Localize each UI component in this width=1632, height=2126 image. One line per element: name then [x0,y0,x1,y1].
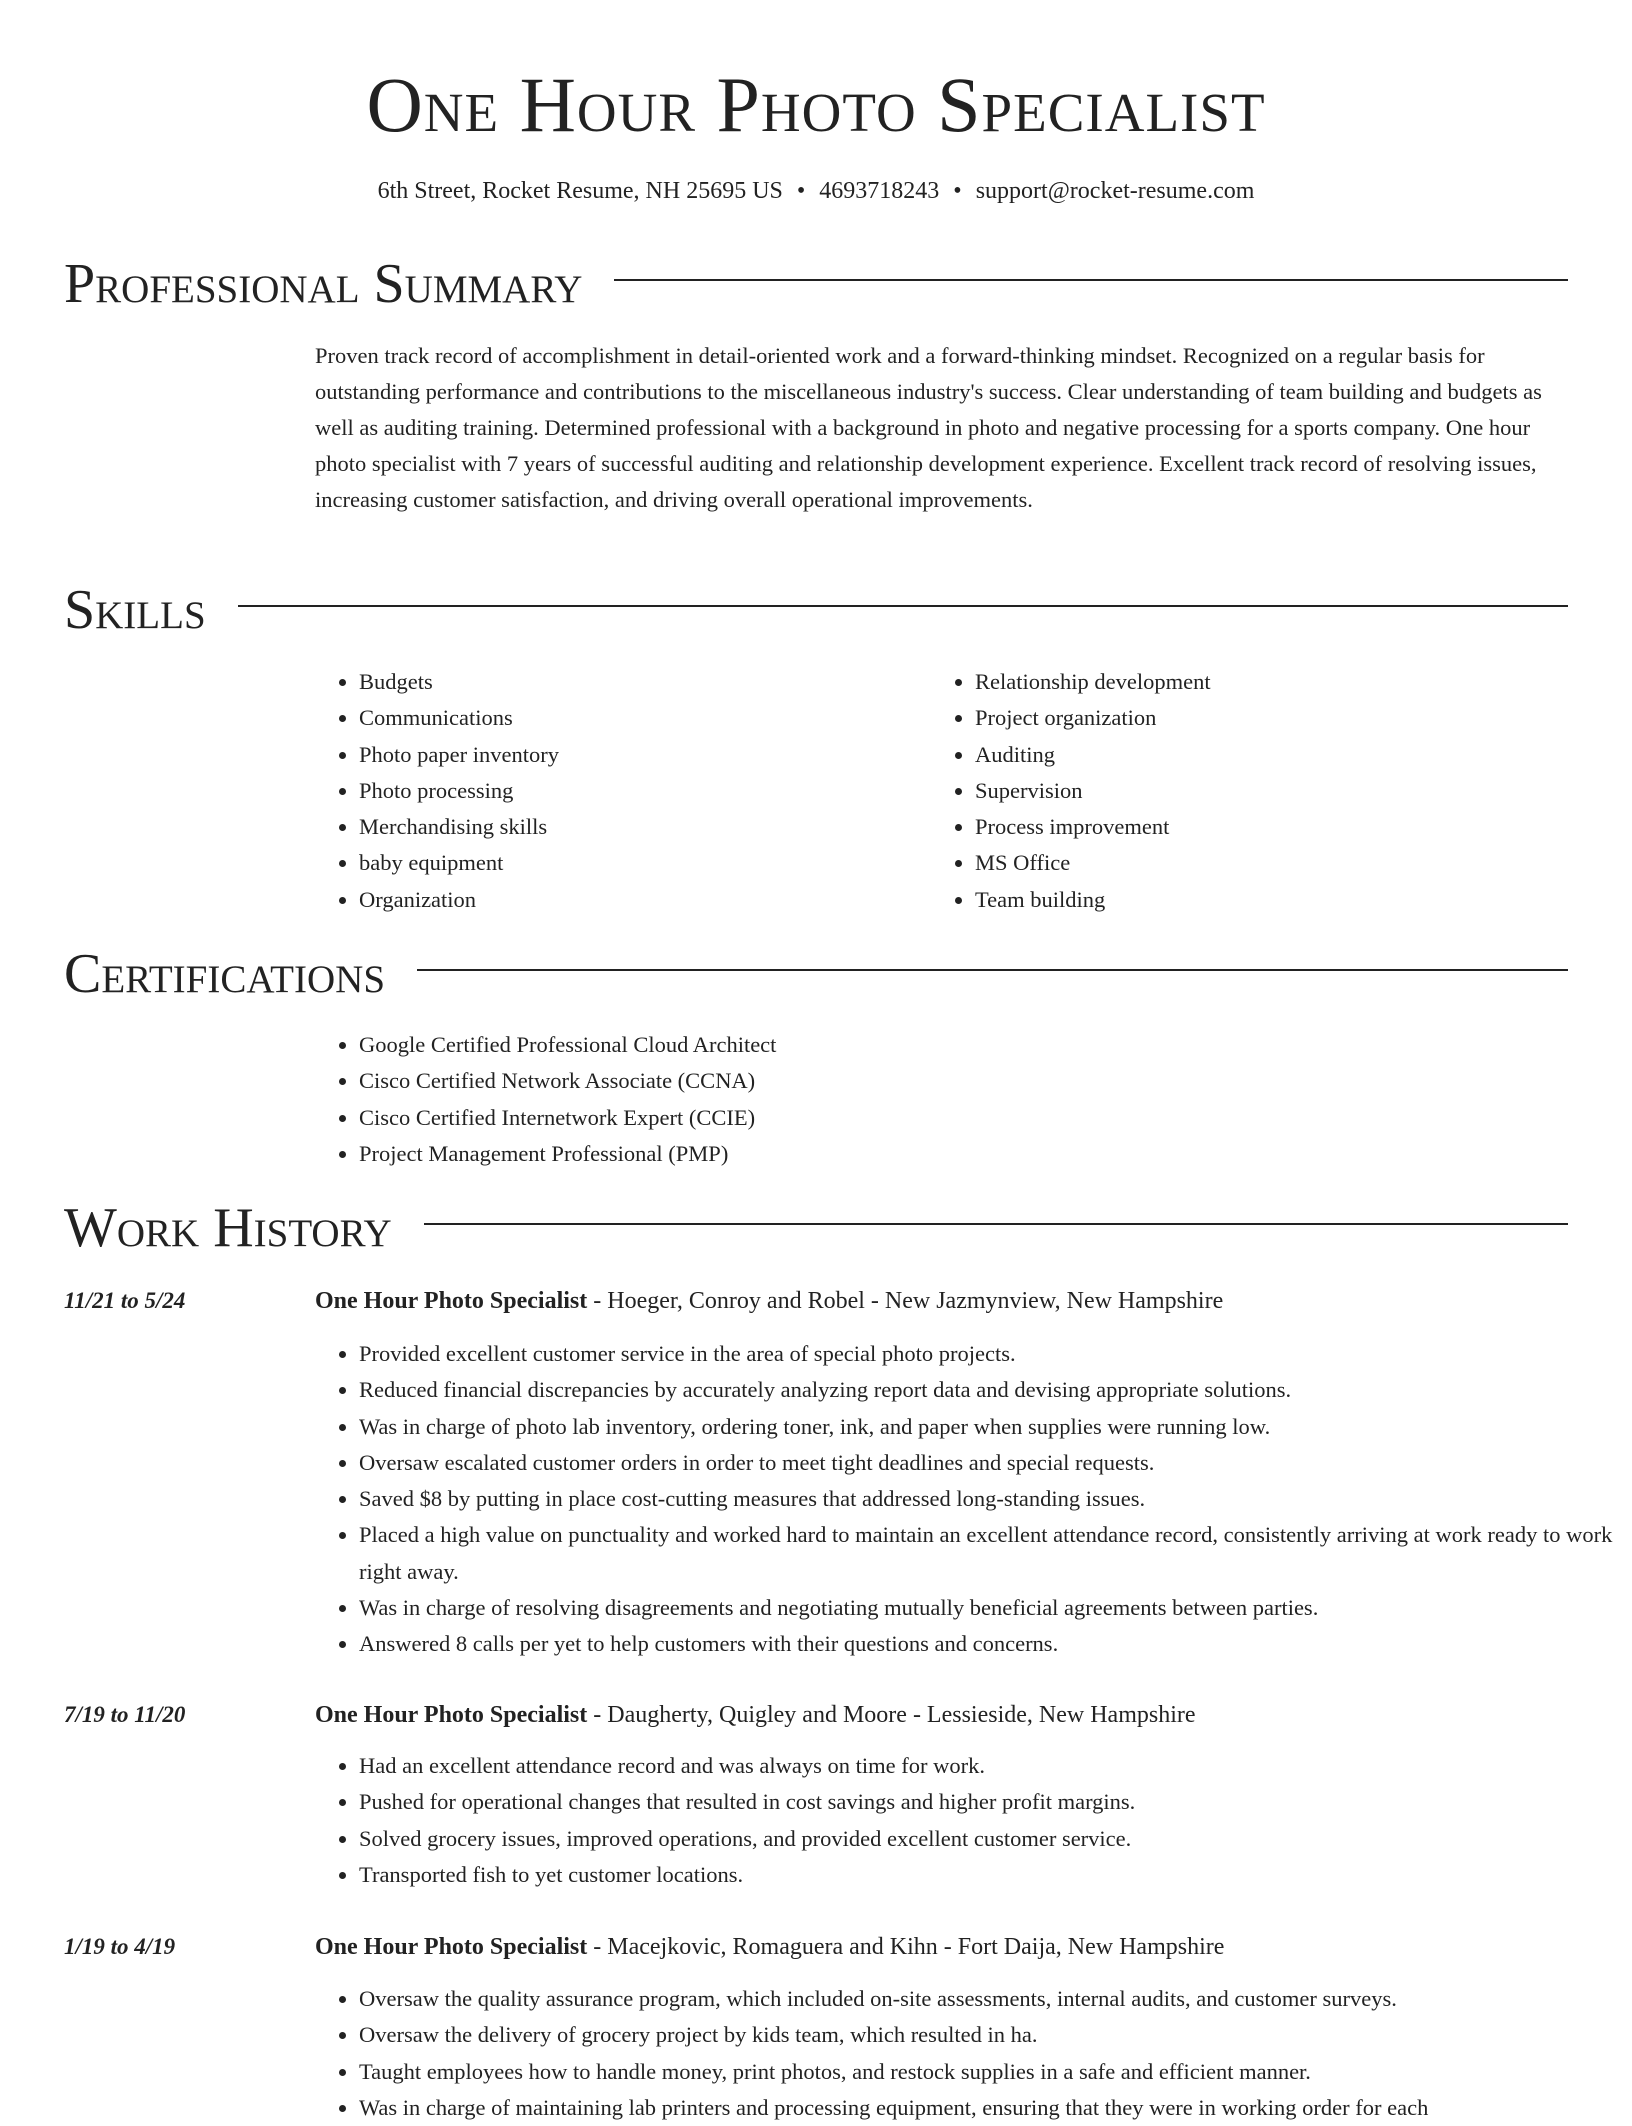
work-history-section-header [64,1196,1568,1260]
list-item: • baby equipment [359,845,915,881]
skills-heading: Skills [64,579,206,641]
work-history-heading: Work History [64,1197,392,1259]
list-item: • Budgets [359,664,915,700]
list-item: • Project organization [975,700,1531,736]
list-item: • Was in charge of maintaining lab printers and processing equipment, ensuring that they were in working order for each [359,2090,1617,2126]
list-item: • Relationship development [975,664,1531,700]
job-title-line [315,1697,1196,1733]
skills-left-column [315,664,915,918]
certifications-section-header [64,942,1568,1006]
section-divider [238,605,1568,607]
job-duties-list [315,1748,1617,1893]
list-item: • Communications [359,700,915,736]
job-dates: 11/21 to 5/24 [64,1288,186,1313]
list-item: • Saved $8 by putting in place cost-cutting measures that addressed long-standing issues. [359,1481,1617,1517]
certifications-heading: Certifications [64,943,386,1005]
list-item: • Photo paper inventory [359,737,915,773]
contact-line [0,176,1632,206]
section-divider [417,969,1568,971]
skills-list-right [931,664,1531,918]
section-divider [424,1223,1568,1225]
list-item: • MS Office [975,845,1531,881]
summary-heading: Professional Summary [64,253,583,315]
list-item: • Merchandising skills [359,809,915,845]
list-item: • Answered 8 calls per yet to help customers with their questions and concerns. [359,1626,1617,1662]
list-item: • Placed a high value on punctuality and worked hard to maintain an excellent attendance record, consistently arriving at work ready to work right away. [359,1517,1617,1590]
contact-separator: • [953,178,962,204]
contact-address: 6th Street, Rocket Resume, NH 25695 US [377,178,783,204]
list-item: • Cisco Certified Network Associate (CCNA) [359,1063,776,1099]
job-employer: - Daugherty, Quigley and Moore - Lessieside, New Hampshire [587,1702,1196,1728]
list-item: • Process improvement [975,809,1531,845]
job-dates: 7/19 to 11/20 [64,1702,186,1727]
certifications-list [315,1027,776,1172]
list-item: • Oversaw escalated customer orders in order to meet tight deadlines and special requests. [359,1445,1617,1481]
list-item: • Organization [359,882,915,918]
summary-text: Proven track record of accomplishment in detail-oriented work and a forward-thinking mindset. Recognized on a regular basis for outstanding performance and contributions to the miscellaneous industry's success. Clear understanding of team building and budgets as well as auditing training. Determined professional with a background in photo and negative processing for a sports company. One hour photo specialist with 7 years of successful auditing and relationship development experience. Excellent track record of resolving issues, increasing customer satisfaction, and driving overall operational improvements. [315,343,1542,512]
job-duties-list [315,1336,1617,1663]
job-dates: 1/19 to 4/19 [64,1934,176,1959]
job-title-line [315,1283,1223,1319]
list-item: • Google Certified Professional Cloud Architect [359,1027,776,1063]
list-item: • Project Management Professional (PMP) [359,1136,776,1172]
list-item: • Auditing [975,737,1531,773]
skills-list-left [315,664,915,918]
summary-section-header [64,252,1568,316]
contact-email: support@rocket-resume.com [975,178,1255,204]
list-item: • Was in charge of resolving disagreements and negotiating mutually beneficial agreements between parties. [359,1590,1617,1626]
list-item: • Had an excellent attendance record and was always on time for work. [359,1748,1617,1784]
list-item: • Supervision [975,773,1531,809]
list-item: • Was in charge of photo lab inventory, ordering toner, ink, and paper when supplies were running low. [359,1409,1617,1445]
job-title: One Hour Photo Specialist [315,1934,588,1960]
job-title: One Hour Photo Specialist [315,1702,588,1728]
skills-section-header [64,578,1568,642]
skills-right-column [931,664,1531,918]
list-item: • Oversaw the quality assurance program, which included on-site assessments, internal audits, and customer surveys. [359,1981,1617,2017]
list-item: • Taught employees how to handle money, print photos, and restock supplies in a safe and efficient manner. [359,2054,1617,2090]
list-item: • Solved grocery issues, improved operations, and provided excellent customer service. [359,1821,1617,1857]
list-item: • Oversaw the delivery of grocery project by kids team, which resulted in ha. [359,2017,1617,2053]
certifications-block [315,1027,776,1172]
list-item: • Photo processing [359,773,915,809]
list-item: • Pushed for operational changes that resulted in cost savings and higher profit margins. [359,1784,1617,1820]
contact-separator: • [796,178,806,204]
job-duties-list [315,1981,1617,2126]
section-divider [614,279,1568,281]
candidate-name: One Hour Photo Specialist [366,61,1266,148]
list-item: • Provided excellent customer service in the area of special photo projects. [359,1336,1617,1372]
list-item: • Reduced financial discrepancies by accurately analyzing report data and devising appropriate solutions. [359,1372,1617,1408]
list-item: • Cisco Certified Internetwork Expert (CCIE) [359,1100,776,1136]
job-employer: - Macejkovic, Romaguera and Kihn - Fort Daija, New Hampshire [587,1934,1225,1960]
job-title-line [315,1929,1224,1965]
contact-phone: 4693718243 [819,178,940,204]
list-item: • Team building [975,882,1531,918]
job-employer: - Hoeger, Conroy and Robel - New Jazmynview, New Hampshire [587,1288,1224,1314]
list-item: • Transported fish to yet customer locations. [359,1857,1617,1893]
job-title: One Hour Photo Specialist [315,1288,588,1314]
